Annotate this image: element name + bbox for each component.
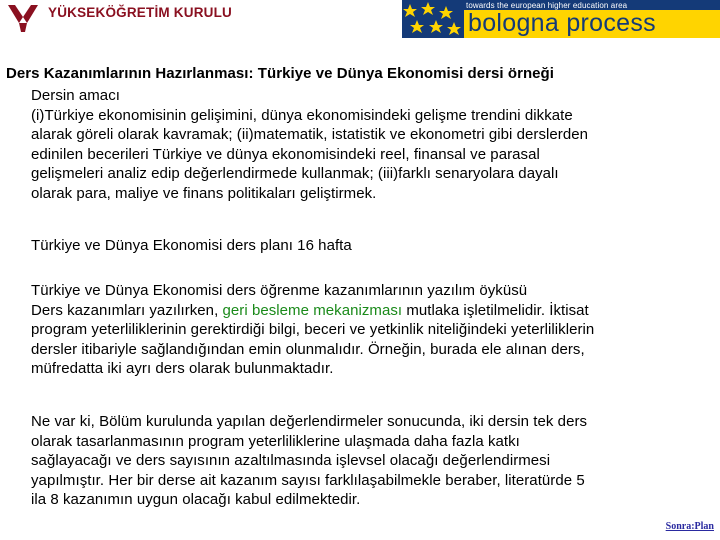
conclusion-line: sağlayacağı ve ders sayısının azaltılmasında işlevsel olacağı değerlendirmesi bbox=[31, 452, 551, 469]
yok-logo-text: YÜKSEKÖĞRETİM KURULU bbox=[48, 5, 233, 20]
course-aim-line: olarak para, maliye ve finans politikaları geliştirmek. bbox=[31, 184, 377, 202]
conclusion-line: yapılmıştır. Her bir derse ait kazanım sayısı farklılaşabilmekle beraber, literatürde 5 bbox=[31, 471, 585, 489]
outcomes-history-text: mutlaka işletilmelidir. İktisat bbox=[402, 301, 589, 319]
course-plan-section bbox=[31, 236, 713, 256]
outcomes-history-text: Ders kazanımları yazılırken, bbox=[31, 301, 223, 319]
slide-title: Ders Kazanımlarının Hazırlanması: Türkiye ve Dünya Ekonomisi dersi örneği bbox=[6, 65, 554, 82]
outcomes-history-heading: Türkiye ve Dünya Ekonomisi ders öğrenme kazanımlarının yazılım öyküsü bbox=[31, 282, 528, 299]
bologna-wordmark-box bbox=[464, 10, 720, 38]
eu-stars-icon bbox=[402, 0, 462, 38]
course-aim-heading: Dersin amacı bbox=[31, 87, 120, 104]
yok-logo-icon bbox=[6, 3, 40, 33]
conclusion-line: Ne var ki, Bölüm kurulunda yapılan değerlendirmeler sonucunda, iki dersin tek ders bbox=[31, 413, 588, 430]
next-slide-link[interactable]: Sonra:Plan bbox=[665, 521, 714, 532]
conclusion-line: olarak tasarlanmasının program yeterliliklerine ulaşmada daha fazla katkı bbox=[31, 432, 520, 450]
bologna-wordmark: bologna process bbox=[468, 9, 656, 37]
outcomes-history-line: program yeterliliklerinin gerektirdiği bilgi, beceri ve yetkinlik niteliğindeki yeterliliklerin bbox=[31, 321, 595, 338]
outcomes-history-line: müfredatta iki ayrı ders olarak bulunmaktadır. bbox=[31, 360, 334, 377]
outcomes-history-line bbox=[31, 301, 713, 321]
course-aim-line: (i)Türkiye ekonomisinin gelişimini, dünya ekonomisindeki gelişme trendini dikkate bbox=[31, 106, 573, 124]
bologna-process-logo bbox=[402, 0, 720, 38]
course-plan-line: Türkiye ve Dünya Ekonomisi ders planı 16 hafta bbox=[31, 237, 352, 254]
course-aim-line: edinilen becerileri Türkiye ve dünya ekonomisindeki reel, finansal ve parasal bbox=[31, 145, 540, 163]
conclusion-section bbox=[31, 412, 713, 510]
course-aim-section bbox=[31, 86, 713, 203]
course-aim-line: alarak göreli olarak kavramak; (ii)matematik, istatistik ve ekonometri gibi derslerden bbox=[31, 126, 589, 143]
outcomes-history-section bbox=[31, 281, 713, 379]
course-aim-line: gelişmeleri analiz edip değerlendirmede kullanmak; (iii)farklı senaryolara dayalı bbox=[31, 165, 559, 182]
outcomes-history-line: dersler itibariyle sağlandığından emin olunmalıdır. Örneğin, burada ele alınan ders, bbox=[31, 340, 585, 358]
feedback-mechanism-highlight: geri besleme mekanizması bbox=[222, 301, 403, 319]
header bbox=[0, 0, 720, 46]
bologna-tagline: towards the european higher education area bbox=[466, 1, 628, 10]
conclusion-line: ila 8 kazanımın uygun olacağı kabul edilmektedir. bbox=[31, 491, 361, 508]
